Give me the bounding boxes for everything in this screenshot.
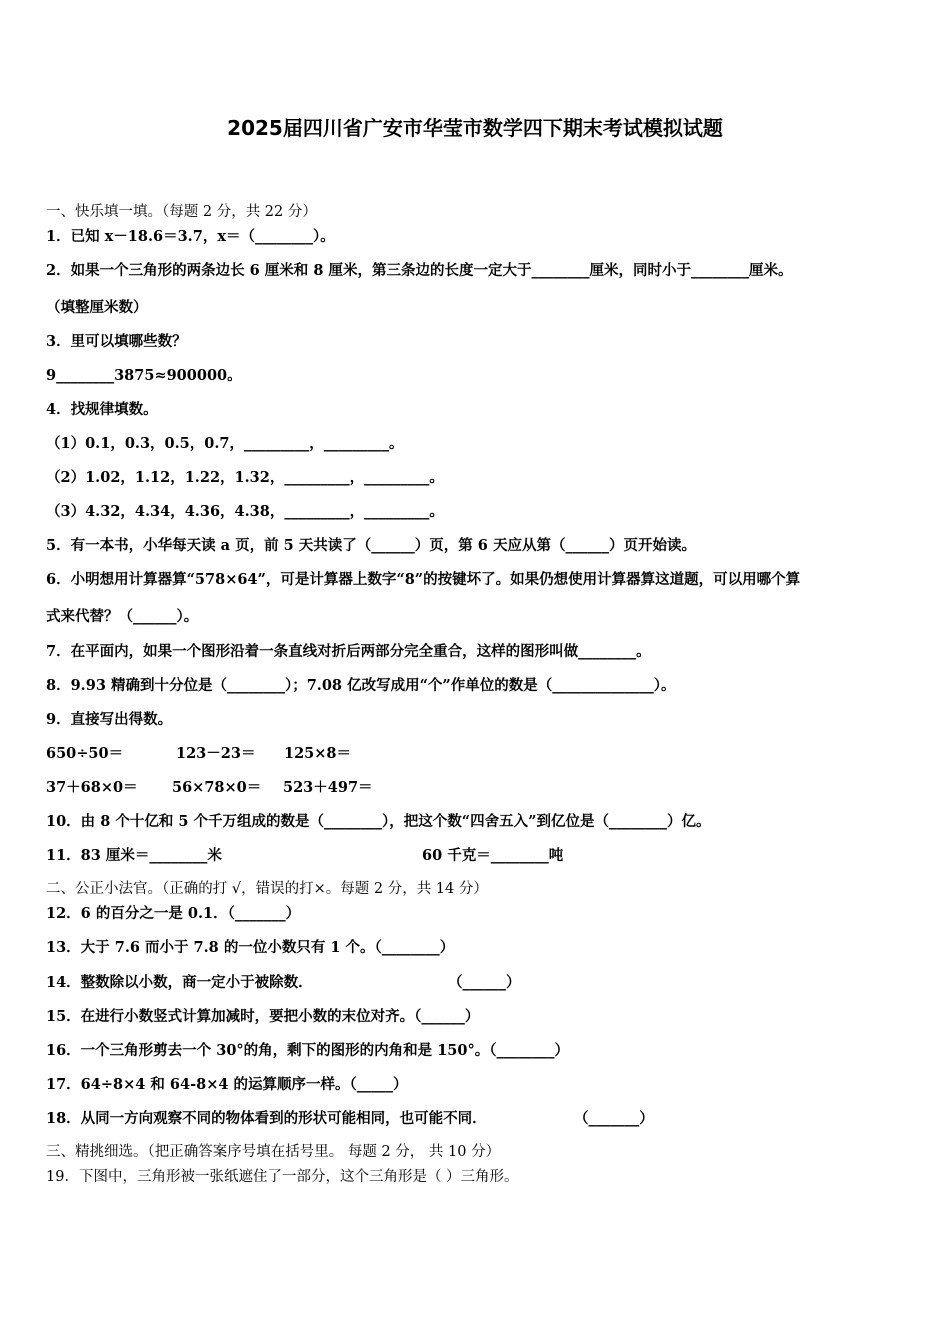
- question-1: 1．已知 x－18.6＝3.7，x＝（________）。: [46, 228, 335, 245]
- question-16: 16．一个三角形剪去一个 30°的角，剩下的图形的内角和是 150°。（________）: [46, 1042, 569, 1059]
- question-6: 6．小明想用计算器算“578×64”，可是计算器上数字“8”的按键坏了。如果仍想使用计算器算这道题，可以用哪个算: [46, 571, 801, 588]
- question-13: 13．大于 7.6 而小于 7.8 的一位小数只有 1 个。（________）: [46, 939, 455, 956]
- question-11-part-b: 60 千克＝________吨: [422, 847, 564, 864]
- question-2: 2．如果一个三角形的两条边长 6 厘米和 8 厘米，第三条边的长度一定大于________厘米，同时小于________厘米。: [46, 262, 793, 279]
- question-15: 15．在进行小数竖式计算加减时，要把小数的末位对齐。（______）: [46, 1008, 480, 1025]
- question-19: 19．下图中，三角形被一张纸遮住了一部分，这个三角形是（ ）三角形。: [46, 1169, 519, 1185]
- question-7: 7．在平面内，如果一个图形沿着一条直线对折后两部分完全重合，这样的图形叫做________。: [46, 643, 651, 660]
- page-title: 2025届四川省广安市华莹市数学四下期末考试模拟试题: [227, 116, 723, 140]
- calc-item: 125×8＝: [284, 745, 352, 762]
- section-2-heading: 二、公正小法官。（正确的打 √，错误的打×。每题 2 分，共 14 分）: [46, 881, 488, 897]
- question-9: 9．直接写出得数。: [46, 711, 173, 728]
- calc-item: 650÷50＝: [46, 745, 124, 762]
- question-18: [46, 1109, 654, 1129]
- question-4: 4．找规律填数。: [46, 401, 158, 418]
- question-14-blank: （______）: [448, 974, 521, 991]
- calc-item: 523＋497＝: [283, 779, 373, 796]
- calc-item: 123－23＝: [176, 745, 256, 762]
- question-2-note: （填整厘米数）: [46, 299, 148, 316]
- question-5: 5．有一本书，小华每天读 a 页，前 5 天共读了（______）页，第 6 天应从第（______）页开始读。: [46, 537, 696, 554]
- question-4-part-1: （1）0.1，0.3，0.5，0.7，_________，_________。: [46, 435, 404, 452]
- question-17: 17．64÷8×4 和 64-8×4 的运算顺序一样。（_____）: [46, 1076, 408, 1093]
- question-4-part-3: （3）4.32，4.34，4.36，4.38，_________，_________。: [46, 503, 444, 520]
- question-11-part-a: 11．83 厘米＝________米: [46, 847, 222, 864]
- question-10: 10．由 8 个十亿和 5 个千万组成的数是（________），把这个数“四舍五入”到亿位是（________）亿。: [46, 813, 711, 830]
- question-12: 12．6 的百分之一是 0.1．（_______）: [46, 905, 301, 922]
- question-6-continued: 式来代替？（______）。: [46, 608, 199, 625]
- question-4-part-2: （2）1.02，1.12，1.22，1.32，_________，_________。: [46, 469, 444, 486]
- question-14: [46, 973, 521, 993]
- question-3: 3．里可以填哪些数？: [46, 333, 187, 350]
- question-3-expression: 9________3875≈900000。: [46, 367, 242, 384]
- question-18-text: 18．从同一方向观察不同的物体看到的形状可能相同，也可能不同．: [46, 1110, 487, 1127]
- calc-item: 37＋68×0＝: [46, 779, 138, 796]
- question-8: 8．9.93 精确到十分位是（________）；7.08 亿改写成用“个”作单位的数是（______________）。: [46, 677, 676, 694]
- calc-item: 56×78×0＝: [172, 779, 262, 796]
- section-3-heading: 三、精挑细选。（把正确答案序号填在括号里。 每题 2 分， 共 10 分）: [46, 1144, 501, 1160]
- question-14-text: 14．整数除以小数，商一定小于被除数．: [46, 974, 313, 991]
- section-1-heading: 一、快乐填一填。（每题 2 分，共 22 分）: [46, 204, 317, 220]
- question-18-blank: （_______）: [574, 1110, 654, 1127]
